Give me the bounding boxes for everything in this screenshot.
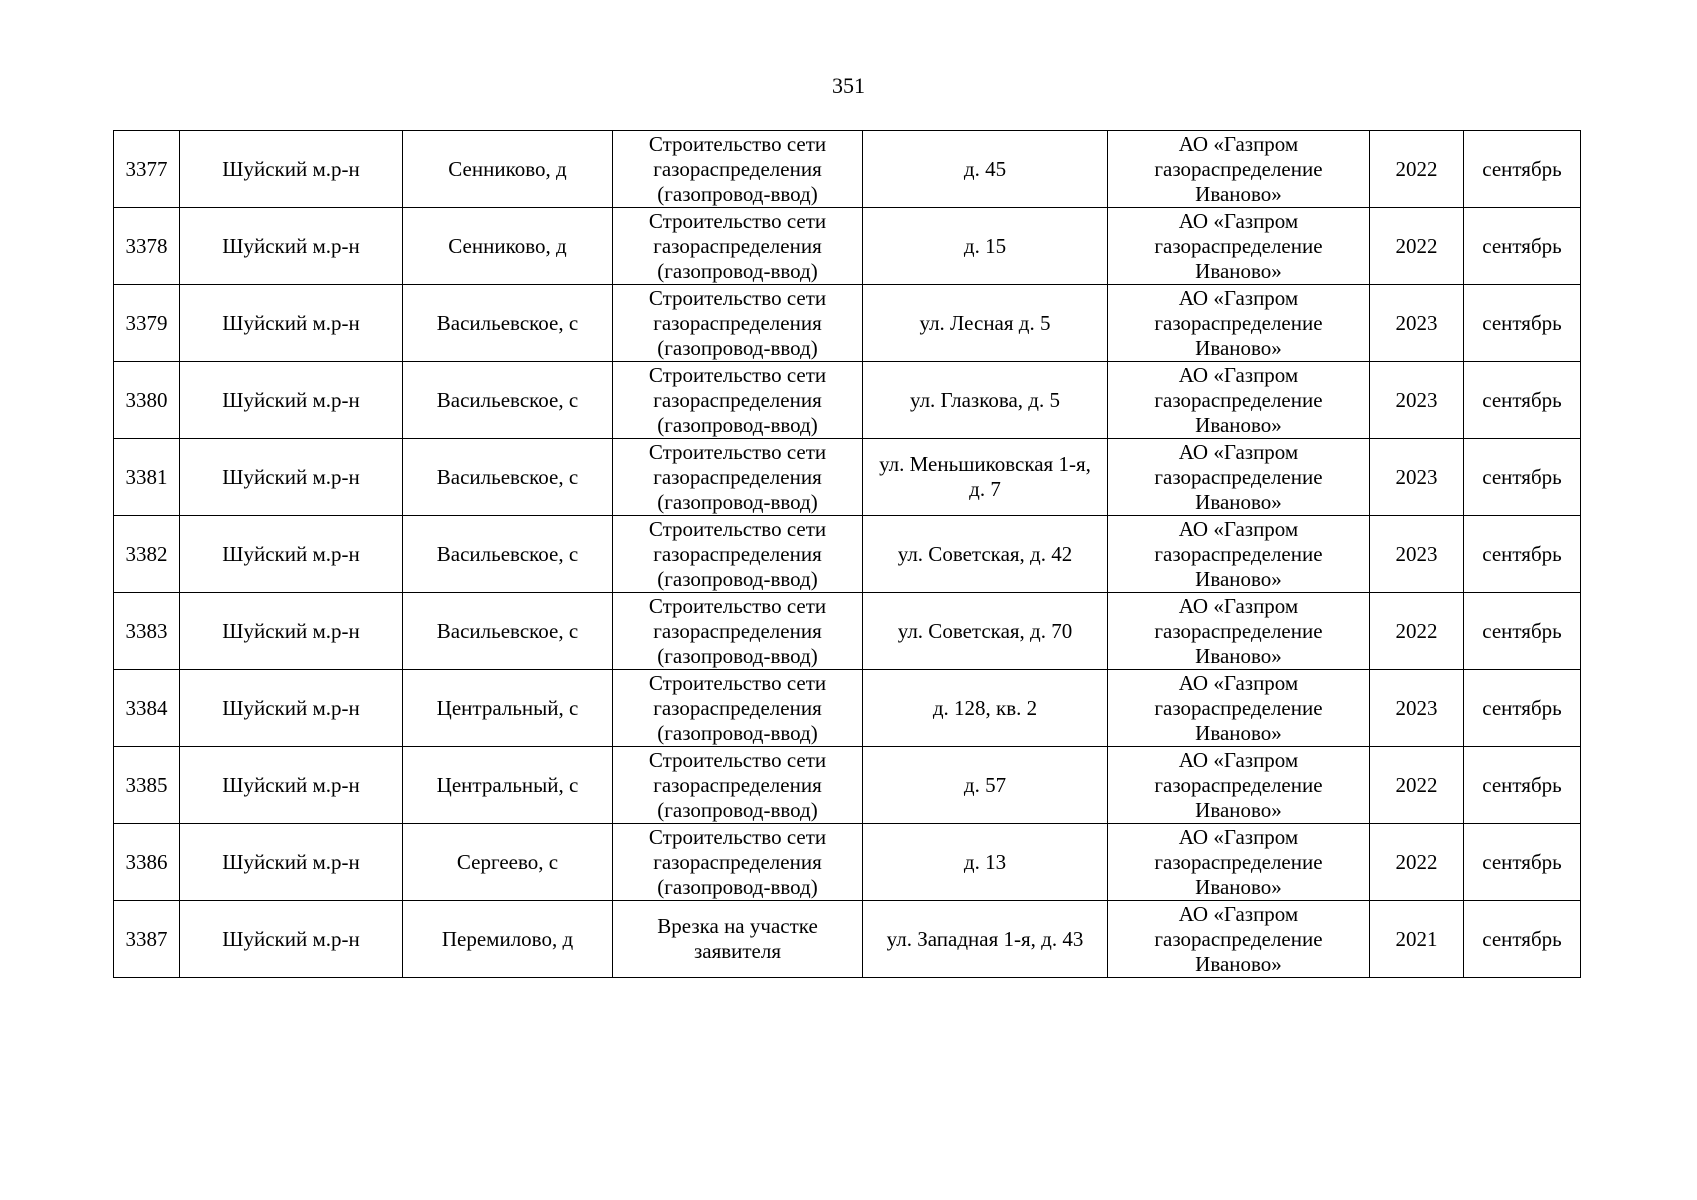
- month-cell: сентябрь: [1464, 901, 1581, 978]
- page-number: 351: [832, 73, 865, 98]
- table-row: [114, 516, 1581, 593]
- address-cell: ул. Советская, д. 42: [863, 516, 1108, 593]
- year-cell: 2023: [1370, 362, 1464, 439]
- year-cell: 2022: [1370, 208, 1464, 285]
- organization-cell: АО «Газпром газораспределение Иваново»: [1108, 824, 1370, 901]
- gasification-table: [113, 130, 1581, 978]
- district-cell: Шуйский м.р-н: [180, 131, 403, 208]
- work-type-cell: Строительство сети газораспределения (газопровод-ввод): [613, 285, 863, 362]
- address-cell: д. 57: [863, 747, 1108, 824]
- month-cell: сентябрь: [1464, 439, 1581, 516]
- district-cell: Шуйский м.р-н: [180, 208, 403, 285]
- row-number-cell: 3383: [114, 593, 180, 670]
- district-cell: Шуйский м.р-н: [180, 285, 403, 362]
- table-row: [114, 362, 1581, 439]
- year-cell: 2023: [1370, 516, 1464, 593]
- work-type-cell: Строительство сети газораспределения (газопровод-ввод): [613, 362, 863, 439]
- address-cell: ул. Лесная д. 5: [863, 285, 1108, 362]
- row-number-cell: 3378: [114, 208, 180, 285]
- year-cell: 2022: [1370, 131, 1464, 208]
- district-cell: Шуйский м.р-н: [180, 439, 403, 516]
- year-cell: 2023: [1370, 439, 1464, 516]
- organization-cell: АО «Газпром газораспределение Иваново»: [1108, 747, 1370, 824]
- address-cell: ул. Западная 1-я, д. 43: [863, 901, 1108, 978]
- month-cell: сентябрь: [1464, 516, 1581, 593]
- settlement-cell: Васильевское, с: [403, 285, 613, 362]
- table-row: [114, 439, 1581, 516]
- month-cell: сентябрь: [1464, 747, 1581, 824]
- organization-cell: АО «Газпром газораспределение Иваново»: [1108, 439, 1370, 516]
- address-cell: ул. Глазкова, д. 5: [863, 362, 1108, 439]
- table-body: [114, 131, 1581, 978]
- month-cell: сентябрь: [1464, 593, 1581, 670]
- year-cell: 2023: [1370, 670, 1464, 747]
- address-cell: ул. Меньшиковская 1-я, д. 7: [863, 439, 1108, 516]
- table-row: [114, 901, 1581, 978]
- organization-cell: АО «Газпром газораспределение Иваново»: [1108, 285, 1370, 362]
- year-cell: 2022: [1370, 593, 1464, 670]
- work-type-cell: Строительство сети газораспределения (газопровод-ввод): [613, 747, 863, 824]
- organization-cell: АО «Газпром газораспределение Иваново»: [1108, 208, 1370, 285]
- settlement-cell: Васильевское, с: [403, 593, 613, 670]
- month-cell: сентябрь: [1464, 824, 1581, 901]
- row-number-cell: 3385: [114, 747, 180, 824]
- settlement-cell: Васильевское, с: [403, 516, 613, 593]
- address-cell: д. 15: [863, 208, 1108, 285]
- work-type-cell: Строительство сети газораспределения (газопровод-ввод): [613, 131, 863, 208]
- table-row: [114, 131, 1581, 208]
- district-cell: Шуйский м.р-н: [180, 593, 403, 670]
- settlement-cell: Центральный, с: [403, 747, 613, 824]
- settlement-cell: Васильевское, с: [403, 362, 613, 439]
- organization-cell: АО «Газпром газораспределение Иваново»: [1108, 362, 1370, 439]
- row-number-cell: 3381: [114, 439, 180, 516]
- work-type-cell: Строительство сети газораспределения (газопровод-ввод): [613, 670, 863, 747]
- month-cell: сентябрь: [1464, 131, 1581, 208]
- district-cell: Шуйский м.р-н: [180, 824, 403, 901]
- district-cell: Шуйский м.р-н: [180, 747, 403, 824]
- row-number-cell: 3377: [114, 131, 180, 208]
- organization-cell: АО «Газпром газораспределение Иваново»: [1108, 516, 1370, 593]
- row-number-cell: 3387: [114, 901, 180, 978]
- address-cell: д. 45: [863, 131, 1108, 208]
- district-cell: Шуйский м.р-н: [180, 670, 403, 747]
- work-type-cell: Строительство сети газораспределения (газопровод-ввод): [613, 439, 863, 516]
- table-row: [114, 747, 1581, 824]
- organization-cell: АО «Газпром газораспределение Иваново»: [1108, 901, 1370, 978]
- work-type-cell: Строительство сети газораспределения (газопровод-ввод): [613, 593, 863, 670]
- settlement-cell: Сергеево, с: [403, 824, 613, 901]
- work-type-cell: Строительство сети газораспределения (газопровод-ввод): [613, 208, 863, 285]
- year-cell: 2023: [1370, 285, 1464, 362]
- year-cell: 2022: [1370, 824, 1464, 901]
- address-cell: ул. Советская, д. 70: [863, 593, 1108, 670]
- row-number-cell: 3380: [114, 362, 180, 439]
- table-row: [114, 670, 1581, 747]
- work-type-cell: Врезка на участке заявителя: [613, 901, 863, 978]
- settlement-cell: Сенниково, д: [403, 208, 613, 285]
- district-cell: Шуйский м.р-н: [180, 516, 403, 593]
- table-row: [114, 208, 1581, 285]
- organization-cell: АО «Газпром газораспределение Иваново»: [1108, 670, 1370, 747]
- work-type-cell: Строительство сети газораспределения (газопровод-ввод): [613, 824, 863, 901]
- row-number-cell: 3379: [114, 285, 180, 362]
- organization-cell: АО «Газпром газораспределение Иваново»: [1108, 131, 1370, 208]
- address-cell: д. 128, кв. 2: [863, 670, 1108, 747]
- district-cell: Шуйский м.р-н: [180, 362, 403, 439]
- month-cell: сентябрь: [1464, 285, 1581, 362]
- table-row: [114, 593, 1581, 670]
- year-cell: 2021: [1370, 901, 1464, 978]
- settlement-cell: Сенниково, д: [403, 131, 613, 208]
- table-row: [114, 824, 1581, 901]
- table-row: [114, 285, 1581, 362]
- settlement-cell: Васильевское, с: [403, 439, 613, 516]
- row-number-cell: 3382: [114, 516, 180, 593]
- month-cell: сентябрь: [1464, 362, 1581, 439]
- address-cell: д. 13: [863, 824, 1108, 901]
- month-cell: сентябрь: [1464, 208, 1581, 285]
- settlement-cell: Перемилово, д: [403, 901, 613, 978]
- month-cell: сентябрь: [1464, 670, 1581, 747]
- settlement-cell: Центральный, с: [403, 670, 613, 747]
- year-cell: 2022: [1370, 747, 1464, 824]
- row-number-cell: 3386: [114, 824, 180, 901]
- row-number-cell: 3384: [114, 670, 180, 747]
- district-cell: Шуйский м.р-н: [180, 901, 403, 978]
- organization-cell: АО «Газпром газораспределение Иваново»: [1108, 593, 1370, 670]
- work-type-cell: Строительство сети газораспределения (газопровод-ввод): [613, 516, 863, 593]
